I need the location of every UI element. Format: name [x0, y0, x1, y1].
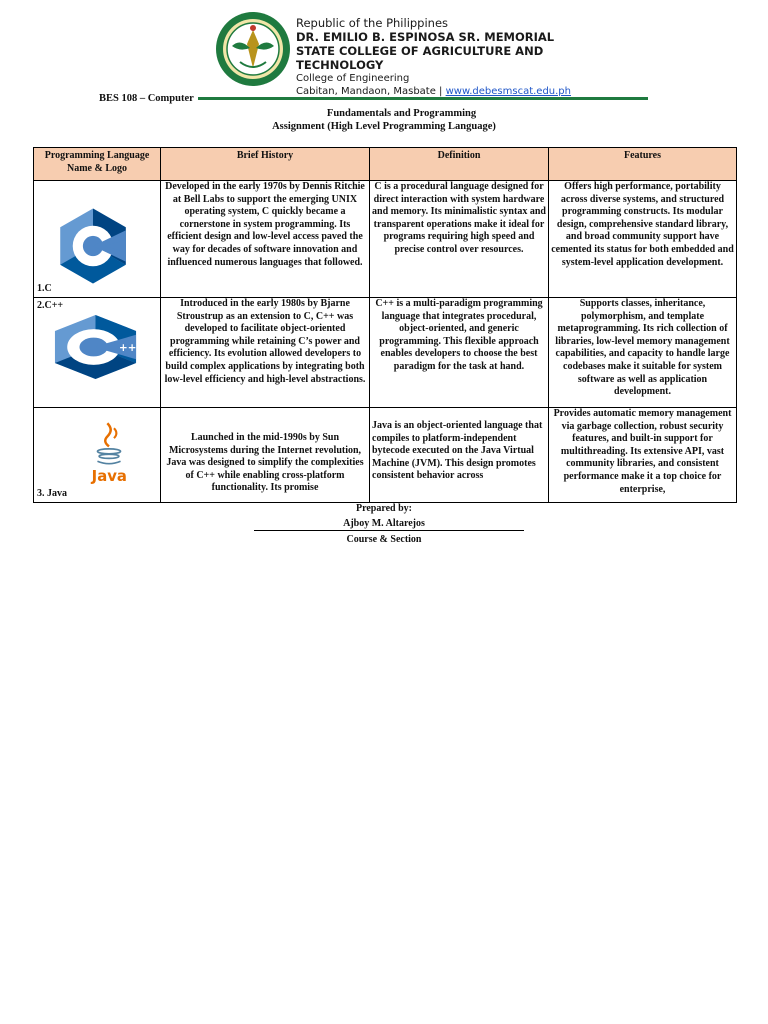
- table-header-row: [34, 148, 737, 181]
- java-wordmark: Java: [91, 467, 127, 486]
- letterhead-text: [296, 16, 634, 98]
- table-row: [34, 181, 737, 298]
- history-text: Launched in the mid-1990s by Sun Microsystems during the Internet revolution, Java was designed to simplify the complexities of C++ while enabling cross-platform functionality. Its promise: [166, 432, 364, 494]
- assignment-title-line1: Fundamentals and Programming: [326, 108, 477, 119]
- address-text: Cabitan, Mandaon, Masbate |: [296, 86, 446, 97]
- definition-cell: C++ is a multi-paradigm programming language that integrates procedural, object-oriented, and generic programming. This flexible approach enables developers to choose the best paradigm for the task at hand.: [370, 298, 549, 408]
- college-name-line1: DR. EMILIO B. ESPINOSA SR. MEMORIAL: [296, 30, 555, 44]
- column-header: Brief History: [161, 148, 370, 181]
- language-label: 2.C++: [37, 300, 64, 311]
- definition-cell: [370, 408, 549, 503]
- features-cell: Provides automatic memory management via garbage collection, robust security features, and built-in support for multithreading. Its extensive API, vast community libraries, and consistent performance make it a top choice for enterprise,: [549, 408, 737, 503]
- cpp-language-logo-icon: [48, 314, 143, 380]
- table-row: [34, 408, 737, 503]
- prepared-by-label: Prepared by:: [355, 503, 412, 514]
- language-table: [33, 147, 737, 503]
- course-section-label: Course & Section: [346, 534, 422, 545]
- definition-cell: C is a procedural language designed for direct interaction with system hardware and memory. Its minimalistic syntax and transparent operations make it ideal for programs requiring high speed and precise control over resources.: [370, 181, 549, 298]
- table-row: [34, 298, 737, 408]
- features-cell: Offers high performance, portability across diverse systems, and structured programming constructs. Its modular design, comprehensive standard library, and broad community support have cemented its status for both embedded and system-level application development.: [549, 181, 737, 298]
- column-header: Features: [549, 148, 737, 181]
- language-cell: [34, 408, 161, 503]
- language-label: 1.C: [37, 283, 52, 295]
- assignment-title-line2: Assignment (High Level Programming Language): [272, 121, 496, 132]
- republic-line: Republic of the Philippines: [296, 16, 449, 30]
- department-line: College of Engineering: [296, 73, 410, 84]
- history-cell: Developed in the early 1970s by Dennis Ritchie at Bell Labs to support the emerging UNIX operating system, C quickly became a cornerstone in system programming. Its efficient design and low-level access paved the way for decades of software innovation and influenced numerous languages that followed.: [161, 181, 370, 298]
- history-cell: Introduced in the early 1980s by Bjarne Stroustrup as an extension to C, C++ was developed to facilitate object-oriented programming while retaining C’s power and efficiency. Its evolution allowed developers to build complex applications by integrating both low-level efficiency and high-level abstractions.: [161, 298, 370, 408]
- column-header: Definition: [370, 148, 549, 181]
- java-language-logo-icon: [84, 420, 134, 486]
- definition-text: Java is an object-oriented language that compiles to platform-independent bytecode executed on the Java Virtual Machine (JVM). This design promotes consistent behavior across: [372, 420, 543, 482]
- language-cell: [34, 181, 161, 298]
- c-language-logo-icon: [54, 207, 132, 285]
- website-link[interactable]: www.debesmscat.edu.ph: [445, 86, 571, 97]
- header-divider: [198, 97, 648, 100]
- svg-text:++: ++: [119, 341, 137, 354]
- history-cell: [161, 408, 370, 503]
- language-label: 3. Java: [37, 488, 67, 500]
- column-header: Programming Language Name & Logo: [34, 148, 161, 181]
- college-name-line2: STATE COLLEGE OF AGRICULTURE AND TECHNOLOGY: [296, 44, 544, 72]
- college-seal-icon: [214, 10, 292, 88]
- course-code: BES 108 – Computer: [99, 93, 194, 104]
- author-name: Ajboy M. Altarejos: [343, 518, 425, 529]
- language-cell: [34, 298, 161, 408]
- signature-line: [254, 530, 524, 531]
- features-cell: Supports classes, inheritance, polymorphism, and template metaprogramming. Its rich collection of libraries, low-level memory management capabilities, and capacity to handle large codebases make it suitable for system software as well as application development.: [549, 298, 737, 408]
- letterhead: [214, 10, 634, 97]
